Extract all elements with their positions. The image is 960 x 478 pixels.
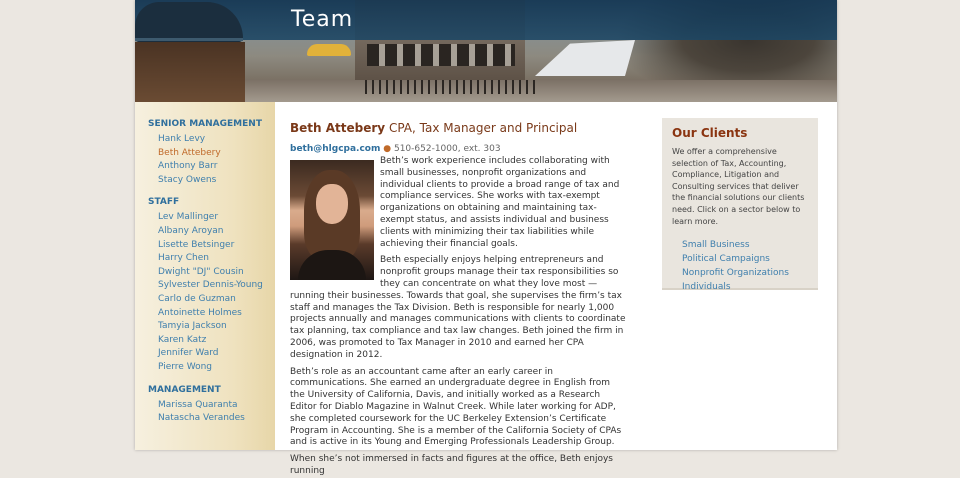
banner-umbrella	[307, 44, 351, 56]
banner-storefront	[135, 42, 245, 102]
nav-heading[interactable]: SENIOR MANAGEMENT	[148, 119, 262, 129]
bio-paragraph: Beth’s work experience includes collaborating with small businesses, nonprofit organizations and individual clients to provide a broad range of tax and compliance services. She works with tax-exempt organizations on obtaining and maintaining tax-exempt status, and assists individual and business clients with minimizing their tax liabilities while achieving their financial goals.	[380, 156, 620, 249]
nav-item-natascha-verandes[interactable]: Natascha Verandes	[158, 413, 245, 424]
page-title: Team	[291, 7, 354, 32]
person-name: Beth Attebery	[290, 121, 386, 135]
nav-list	[158, 399, 275, 426]
nav-item-jennifer-ward[interactable]: Jennifer Ward	[158, 348, 219, 359]
client-link-individuals[interactable]: Individuals	[682, 282, 731, 293]
banner-awning	[135, 2, 243, 42]
nav-item-carlo-de-guzman[interactable]: Carlo de Guzman	[158, 293, 236, 304]
nav-section-management	[148, 385, 275, 426]
nav-item-beth-attebery[interactable]: Beth Attebery	[158, 147, 221, 158]
person-heading	[290, 120, 626, 136]
nav-item-albany-aroyan[interactable]: Albany Aroyan	[158, 225, 224, 236]
bio-paragraph: Beth’s role as an accountant came after an early career in communications. She earned an undergraduate degree in English from the University of California, Davis, and initially worked as a Research Editor for Diablo Magazine in Walnut Creek. While later working for ADP, she completed coursework for the UC Berkeley Extension’s Certificate Program in Accounting. She is a member of the California Society of CPAs and is active in its Young and Emerging Professionals Leadership Group.	[290, 366, 622, 448]
nav-item-antoinette-holmes[interactable]: Antoinette Holmes	[158, 307, 242, 318]
person-photo	[290, 160, 374, 280]
nav-item-karen-katz[interactable]: Karen Katz	[158, 334, 207, 345]
contact-line	[290, 142, 626, 156]
nav-item-lisette-betsinger[interactable]: Lisette Betsinger	[158, 239, 235, 250]
phone-number: 510-652-1000, ext. 303	[393, 144, 501, 154]
photo-face	[316, 184, 348, 224]
nav-item-stacy-owens[interactable]: Stacy Owens	[158, 174, 217, 185]
nav-heading[interactable]: MANAGEMENT	[148, 384, 221, 395]
banner-tent	[535, 40, 635, 76]
nav-item-lev-mallinger[interactable]: Lev Mallinger	[158, 212, 219, 223]
bio-paragraph: When she’s not immersed in facts and figures at the office, Beth enjoys running	[290, 454, 613, 476]
bullet-separator: ●	[383, 144, 392, 154]
nav-section-senior-management	[148, 119, 275, 187]
main-content	[290, 120, 626, 478]
nav-item-dwight-cousin[interactable]: Dwight "DJ" Cousin	[158, 266, 244, 277]
nav-item-marissa-quaranta[interactable]: Marissa Quaranta	[158, 399, 238, 410]
bio-paragraph: Beth especially enjoys helping entrepreneurs and nonprofit groups manage their tax responsibilities so they can concentrate on what they love most — running their businesses. Towards that goal, she supervises the firm’s tax staff and manages the Tax Division. Beth is responsible for nearly 1,000 projects annually and manages communications with clients to coordinate tax planning, tax compliance and tax law changes. Beth joined the firm in 2006, was promoted to Tax Manager in 2010 and earned her CPA designation in 2012.	[290, 255, 626, 360]
clients-description: We offer a comprehensive selection of Tax, Accounting, Compliance, Litigation and Consulting services that deliver the financial solutions our clients need. Click on a sector below to learn more.	[672, 147, 805, 226]
nav-list	[158, 133, 275, 187]
our-clients-panel	[662, 118, 818, 293]
nav-item-harry-chen[interactable]: Harry Chen	[158, 253, 209, 264]
nav-item-tamyia-jackson[interactable]: Tamyia Jackson	[158, 321, 227, 332]
client-link-nonprofit-organizations[interactable]: Nonprofit Organizations	[682, 268, 789, 279]
nav-section-staff	[148, 197, 275, 374]
photo-clothing	[298, 250, 366, 280]
nav-heading[interactable]: STAFF	[148, 197, 180, 208]
page-container	[135, 0, 837, 476]
email-link[interactable]: beth@hlgcpa.com	[290, 144, 381, 154]
client-link-small-business[interactable]: Small Business	[682, 240, 750, 251]
banner-railing	[365, 80, 535, 94]
nav-item-sylvester-dennis-young[interactable]: Sylvester Dennis-Young	[158, 280, 263, 291]
header-banner	[135, 0, 837, 102]
sidebar-nav	[135, 102, 275, 450]
clients-title: Our Clients	[672, 126, 748, 140]
clients-list	[682, 238, 808, 294]
nav-list	[158, 211, 275, 374]
banner-awning-stripe	[135, 38, 243, 41]
person-title: CPA, Tax Manager and Principal	[388, 121, 578, 135]
nav-item-hank-levy[interactable]: Hank Levy	[158, 134, 206, 144]
nav-item-pierre-wong[interactable]: Pierre Wong	[158, 361, 213, 372]
client-link-political-campaigns[interactable]: Political Campaigns	[682, 254, 770, 265]
banner-windows	[367, 44, 515, 66]
nav-item-anthony-barr[interactable]: Anthony Barr	[158, 161, 218, 172]
